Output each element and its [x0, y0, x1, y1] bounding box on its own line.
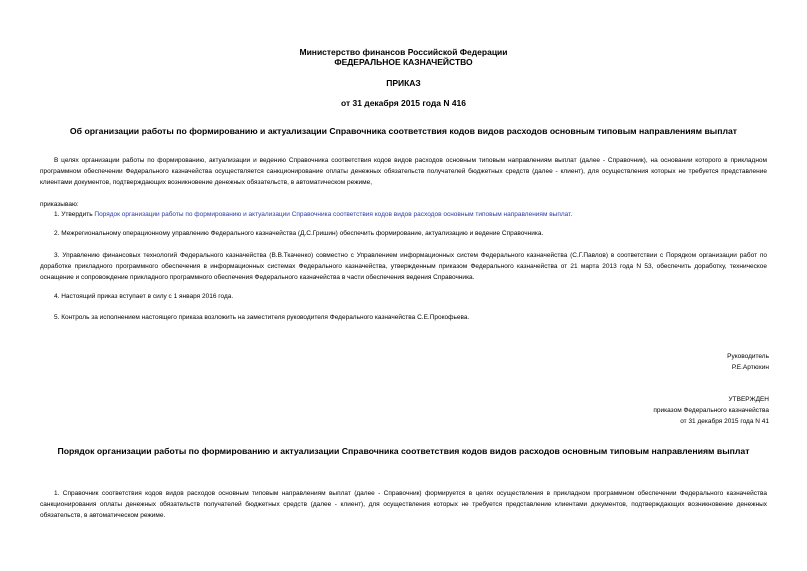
procedure-paragraph-1: 1. Справочник соответствия кодов видов расходов основным типовым направлениям выплат (далее - Справочник) формируется в целях осуществления в прикладном программном обеспечении Федерального казначейства санкционирования оплаты денежных обязательств получателей бюджетных средств (далее - клиент), для осуществления которых не требуется представление клиентами документов, подтверждающих возникновение денежных обязательств, в автоматическом режиме. [40, 490, 767, 519]
procedure-link[interactable]: Порядок организации работы по формированию и актуализации Справочника соответствия кодов видов расходов основным типовым направлениям выплат [94, 211, 571, 218]
item-5: 5. Контроль за исполнением настоящего приказа возложить на заместителя руководителя Федерального казначейства С.Е.Прокофьева. [54, 314, 470, 321]
document-type: ПРИКАЗ [386, 78, 421, 88]
ministry-name: Министерство финансов Российской Федерации [299, 47, 508, 57]
item-3: 3. Управлению финансовых технологий Федерального казначейства (В.В.Ткаченко) совместно с Управлением информационных систем Федерального казначейства (С.Г.Павлов) в соответствии с Порядком организации работ по доработке прикладного программного обеспечения в информационных системах Федерального казначейства, утвержденным приказом Федерального казначейства от 21 марта 2013 года N 53, обеспечить доработку, техническое оснащение и сопровождение прикладного программного обеспечения Федерального казначейства в части обеспечения ведения Справочника. [40, 252, 767, 281]
approval-date: от 31 декабря 2015 года N 41 [680, 418, 769, 425]
preamble-paragraph: В целях организации работы по формированию, актуализации и ведению Справочника соответствия кодов видов расходов основным типовым направлениям выплат (далее - Справочник), на основании которого в прикладном программном обеспечении Федерального казначейства осуществляется санкционирование оплаты денежных обязательств получателей бюджетных средств (далее - клиент), для осуществления которых не требуется представление клиентами документов, подтверждающих возникновение денежных обязательств, в автоматическом режиме, [40, 157, 767, 186]
orders-word: приказываю: [40, 201, 79, 208]
item-2: 2. Межрегиональному операционному управлению Федерального казначейства (Д.С.Гришин) обеспечить формирование, актуализацию и ведение Справочника. [54, 230, 544, 237]
approval-stamp: УТВЕРЖДЕН [728, 396, 769, 403]
treasury-name: ФЕДЕРАЛЬНОЕ КАЗНАЧЕЙСТВО [334, 57, 473, 67]
approval-block [653, 394, 769, 427]
document-title: Об организации работы по формированию и актуализации Справочника соответствия кодов видов расходов основным типовым направлениям выплат [69, 126, 738, 136]
approval-by-order: приказом Федерального казначейства [653, 407, 769, 414]
signature-position: Руководитель [727, 353, 769, 360]
signature-name: Р.Е.Артюхин [731, 364, 769, 371]
document-date: от 31 декабря 2015 года N 416 [340, 98, 467, 108]
item-1 [40, 209, 767, 220]
item-4: 4. Настоящий приказ вступает в силу с 1 января 2016 года. [54, 293, 234, 300]
item-1-suffix: . [570, 211, 573, 218]
signature-block [727, 351, 769, 373]
procedure-title: Порядок организации работы по формированию и актуализации Справочника соответствия кодов видов расходов основным типовым направлениям выплат [57, 446, 750, 456]
item-1-prefix: 1. Утвердить [54, 211, 95, 218]
